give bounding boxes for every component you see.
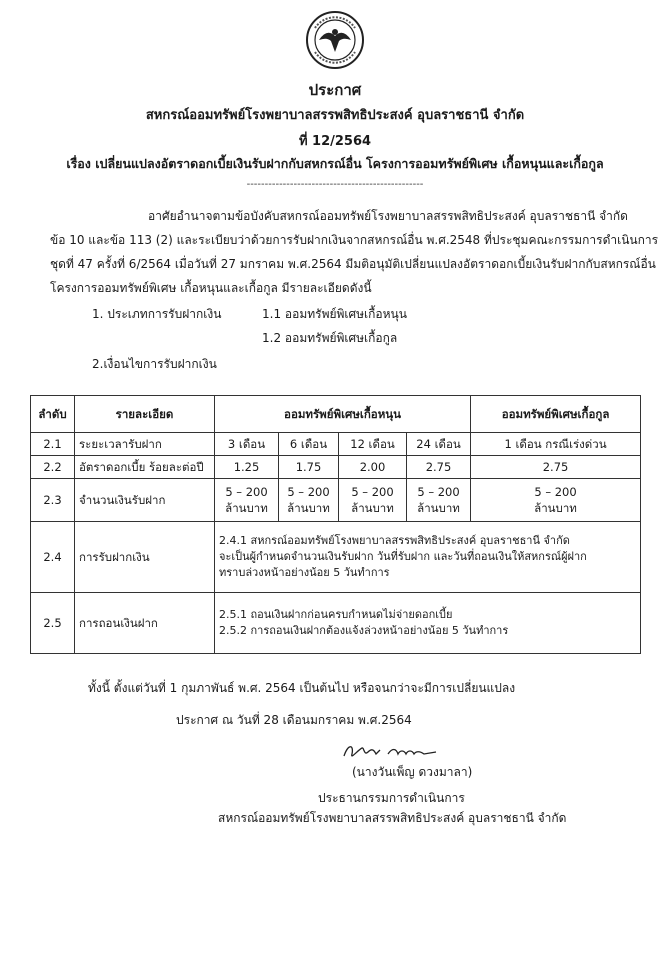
term-cell: 3 เดือน [215, 433, 279, 456]
detail-line: จะเป็นผู้กำหนดจำนวนเงินรับฝาก วันที่รับฝาก และวันที่ถอนเงินให้สหกรณ์ผู้ฝาก [219, 550, 587, 563]
signer-title: ประธานกรรมการดำเนินการ [318, 791, 465, 805]
table-row [31, 433, 641, 456]
row-label: ระยะเวลารับฝาก [75, 433, 215, 456]
announcement-subject: เรื่อง เปลี่ยนแปลงอัตราดอกเบี้ยเงินรับฝากกับสหกรณ์อื่น โครงการออมทรัพย์พิเศษ เกื้อหนุนและเกื้อกูล [66, 156, 604, 171]
body-paragraph-line-3: ชุดที่ 47 ครั้งที่ 6/2564 เมื่อวันที่ 27 มกราคม พ.ศ.2564 มีมติอนุมัติเปลี่ยนแปลงอัตราดอกเบี้ยเงินรับฝากกับสหกรณ์อื่น [50, 257, 656, 271]
term-cell: 24 เดือน [407, 433, 471, 456]
deposit-conditions-label: 2.เงื่อนไขการรับฝากเงิน [92, 357, 217, 371]
header-kuenun: ออมทรัพย์พิเศษเกื้อหนุน [215, 396, 471, 433]
rate-cell: 1.75 [279, 456, 339, 479]
deposit-rates-table [30, 395, 641, 654]
separator-line: ------------------------------------------------- [246, 179, 424, 190]
table-header-row [31, 396, 641, 433]
amount-range: 5 – 200 [351, 485, 394, 499]
amount-range: 5 – 200 [225, 485, 268, 499]
row-seq: 2.5 [31, 593, 75, 654]
amount-cell [215, 479, 279, 522]
handwritten-signature [340, 738, 450, 764]
kuekun-amount-cell [471, 479, 641, 522]
detail-line: 2.5.1 ถอนเงินฝากก่อนครบกำหนดไม่จ่ายดอกเบี้ย [219, 608, 453, 621]
amount-range: 5 – 200 [417, 485, 460, 499]
amount-unit: ล้านบาท [351, 501, 394, 515]
table-row [31, 593, 641, 654]
header-detail: รายละเอียด [75, 396, 215, 433]
amount-cell [407, 479, 471, 522]
detail-line: ทราบล่วงหน้าอย่างน้อย 5 วันทำการ [219, 566, 390, 579]
rate-cell: 2.75 [407, 456, 471, 479]
announced-date-text: ประกาศ ณ วันที่ 28 เดือนมกราคม พ.ศ.2564 [176, 713, 412, 727]
amount-cell [339, 479, 407, 522]
effective-date-text: ทั้งนี้ ตั้งแต่วันที่ 1 กุมภาพันธ์ พ.ศ. 2564 เป็นต้นไป หรือจนกว่าจะมีการเปลี่ยนแปลง [88, 681, 516, 695]
amount-unit: ล้านบาท [287, 501, 330, 515]
row-label: จำนวนเงินรับฝาก [75, 479, 215, 522]
row-seq: 2.4 [31, 522, 75, 593]
amount-range: 5 – 200 [287, 485, 330, 499]
deposit-option-kuekun: 1.2 ออมทรัพย์พิเศษเกื้อกูล [262, 331, 398, 345]
amount-cell [279, 479, 339, 522]
body-paragraph-line-4: โครงการออมทรัพย์พิเศษ เกื้อหนุนและเกื้อกูล มีรายละเอียดดังนี้ [50, 281, 372, 295]
body-paragraph-line-1: อาศัยอำนาจตามข้อบังคับสหกรณ์ออมทรัพย์โรงพยาบาลสรรพสิทธิประสงค์ อุบลราชธานี จำกัด [148, 209, 628, 223]
cooperative-seal-logo [305, 10, 365, 70]
rate-cell: 2.00 [339, 456, 407, 479]
term-cell: 6 เดือน [279, 433, 339, 456]
table-row [31, 456, 641, 479]
row-seq: 2.1 [31, 433, 75, 456]
row-label: การถอนเงินฝาก [75, 593, 215, 654]
body-paragraph-line-2: ข้อ 10 และข้อ 113 (2) และระเบียบว่าด้วยการรับฝากเงินจากสหกรณ์อื่น พ.ศ.2548 ที่ประชุมคณะกรรมการดำเนินการ [50, 233, 659, 247]
announcement-number: ที่ 12/2564 [298, 134, 372, 149]
amount-range: 5 – 200 [534, 485, 577, 499]
kuekun-rate-cell: 2.75 [471, 456, 641, 479]
amount-unit: ล้านบาท [225, 501, 268, 515]
deposit-detail-cell [215, 522, 641, 593]
row-seq: 2.2 [31, 456, 75, 479]
detail-line: 2.5.2 การถอนเงินฝากต้องแจ้งล่วงหน้าอย่างน้อย 5 วันทำการ [219, 624, 509, 637]
term-cell: 12 เดือน [339, 433, 407, 456]
table-row [31, 522, 641, 593]
amount-unit: ล้านบาท [417, 501, 460, 515]
signer-organization: สหกรณ์ออมทรัพย์โรงพยาบาลสรรพสิทธิประสงค์ อุบลราชธานี จำกัด [218, 811, 567, 825]
header-seq: ลำดับ [31, 396, 75, 433]
kuekun-term-cell: 1 เดือน กรณีเร่งด่วน [471, 433, 641, 456]
header-kuekun: ออมทรัพย์พิเศษเกื้อกูล [471, 396, 641, 433]
row-label: การรับฝากเงิน [75, 522, 215, 593]
row-label: อัตราดอกเบี้ย ร้อยละต่อปี [75, 456, 215, 479]
amount-unit: ล้านบาท [534, 501, 577, 515]
organization-name: สหกรณ์ออมทรัพย์โรงพยาบาลสรรพสิทธิประสงค์ อุบลราชธานี จำกัด [145, 108, 525, 123]
detail-line: 2.4.1 สหกรณ์ออมทรัพย์โรงพยาบาลสรรพสิทธิประสงค์ อุบลราชธานี จำกัด [219, 534, 570, 547]
deposit-option-kuenun: 1.1 ออมทรัพย์พิเศษเกื้อหนุน [262, 307, 407, 321]
row-seq: 2.3 [31, 479, 75, 522]
announcement-title: ประกาศ [308, 81, 362, 99]
rate-cell: 1.25 [215, 456, 279, 479]
table-row [31, 479, 641, 522]
signer-name: (นางวันเพ็ญ ดวงมาลา) [352, 765, 473, 779]
withdrawal-detail-cell [215, 593, 641, 654]
deposit-type-label: 1. ประเภทการรับฝากเงิน [92, 307, 222, 321]
